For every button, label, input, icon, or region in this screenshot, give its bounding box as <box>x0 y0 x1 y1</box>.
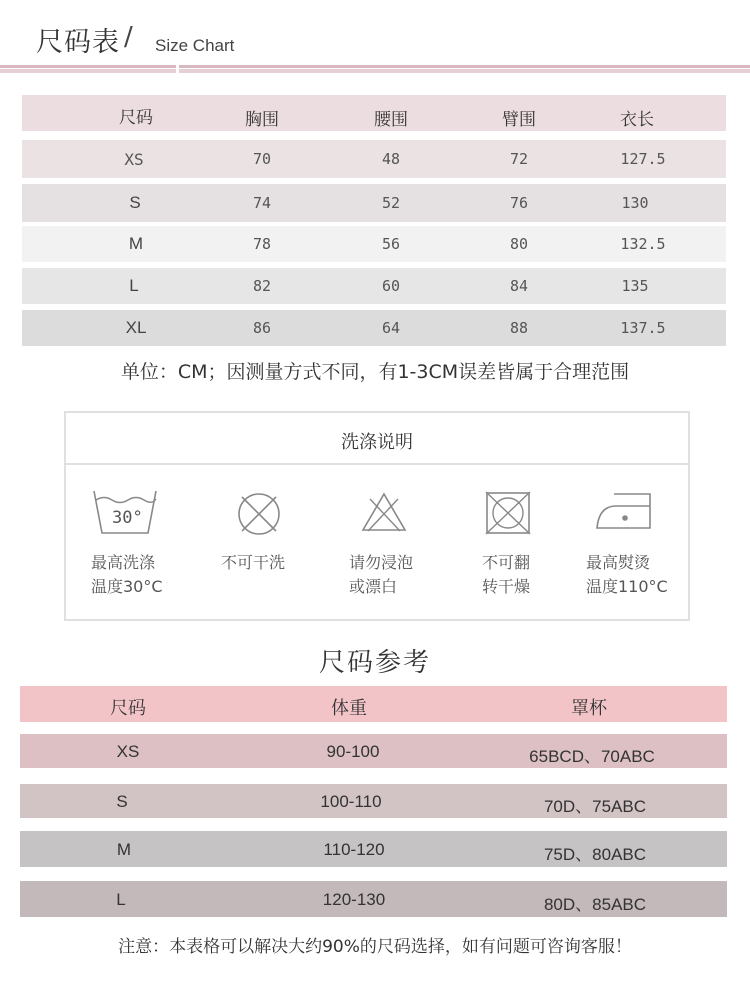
chest-cell: 82 <box>252 277 272 295</box>
size-table-header-cell: 衣长 <box>620 110 654 130</box>
reference-table-row <box>20 734 727 768</box>
size-cell: XL <box>125 318 147 337</box>
length-cell: 135 <box>621 277 649 295</box>
size-table-header <box>22 95 726 131</box>
length-cell: 127.5 <box>620 150 666 168</box>
ref-weight-cell: 120-130 <box>322 890 386 909</box>
ref-size-cell: L <box>116 890 126 909</box>
wash-label: 不可翻 转干燥 <box>482 553 531 596</box>
size-cell: M <box>128 234 144 253</box>
ref-cup-cell: 65BCD、70ABC <box>529 747 655 766</box>
waist-cell: 52 <box>381 194 401 212</box>
ref-weight-cell: 110-120 <box>323 840 385 859</box>
waist-cell: 64 <box>381 319 401 337</box>
arm-cell: 84 <box>509 277 529 295</box>
ref-weight-cell: 100-110 <box>320 792 382 811</box>
arm-cell: 72 <box>509 150 529 168</box>
ref-size-cell: S <box>116 792 128 811</box>
reference-table-row <box>20 831 727 867</box>
length-cell: 137.5 <box>620 319 666 337</box>
washing-title: 洗涤说明 <box>341 432 413 453</box>
waist-cell: 56 <box>381 235 401 253</box>
unit-note: 单位：CM；因测量方式不同，有1-3CM误差皆属于合理范围 <box>120 361 630 383</box>
length-cell: 132.5 <box>620 235 666 253</box>
size-table-header-cell: 胸围 <box>245 110 279 130</box>
wash-label: 最高熨烫 温度110°C <box>586 553 668 596</box>
ref-size-cell: M <box>116 840 132 859</box>
title-slash: / <box>124 22 133 52</box>
footer-note: 注意：本表格可以解决大约90%的尺码选择，如有问题可咨询客服！ <box>118 937 632 957</box>
size-cell: XS <box>124 150 144 169</box>
size-cell: L <box>129 276 139 295</box>
size-table-row <box>22 140 726 178</box>
waist-cell: 60 <box>381 277 401 295</box>
wash-label: 最高洗涤 温度30°C <box>91 553 163 596</box>
reference-header-cell: 罩杯 <box>571 698 607 719</box>
no-bleach-icon <box>360 491 408 533</box>
no-tumble-dry-icon <box>484 490 532 536</box>
ref-cup-cell: 75D、80ABC <box>543 845 647 864</box>
header-divider-secondary <box>0 69 750 73</box>
arm-cell: 88 <box>509 319 529 337</box>
reference-table-row <box>20 784 727 818</box>
chest-cell: 86 <box>252 319 272 337</box>
ref-cup-cell: 70D、75ABC <box>543 797 647 816</box>
size-table-row <box>22 268 726 304</box>
wash-label: 请勿浸泡 或漂白 <box>349 553 414 596</box>
size-table-header-cell: 腰围 <box>374 110 408 130</box>
size-table-row <box>22 184 726 222</box>
reference-table-header <box>20 686 727 722</box>
no-dry-clean-icon <box>236 491 282 537</box>
chest-cell: 70 <box>252 150 272 168</box>
ref-weight-cell: 90-100 <box>326 742 380 761</box>
wash-temp-label: 30° <box>112 508 143 528</box>
header-divider-notch <box>176 64 179 74</box>
header-divider <box>0 65 750 68</box>
length-cell: 130 <box>621 194 649 212</box>
reference-header-cell: 尺码 <box>110 698 146 719</box>
waist-cell: 48 <box>381 150 401 168</box>
size-cell: S <box>129 193 141 212</box>
ref-size-cell: XS <box>116 742 140 761</box>
size-table-row <box>22 310 726 346</box>
arm-cell: 80 <box>509 235 529 253</box>
page-title: 尺码表 <box>36 27 120 58</box>
reference-table-row <box>20 881 727 917</box>
iron-110-icon <box>594 490 654 532</box>
chest-cell: 74 <box>252 194 272 212</box>
size-table-header-cell: 臂围 <box>502 110 536 130</box>
arm-cell: 76 <box>509 194 529 212</box>
reference-title: 尺码参考 <box>318 648 431 678</box>
size-table-row <box>22 226 726 262</box>
page-subtitle: Size Chart <box>155 36 235 55</box>
size-table-header-cell: 尺码 <box>119 108 153 128</box>
wash-label: 不可干洗 <box>221 553 286 572</box>
reference-header-cell: 体重 <box>331 698 367 719</box>
washing-title-divider <box>64 463 690 465</box>
chest-cell: 78 <box>252 235 272 253</box>
ref-cup-cell: 80D、85ABC <box>543 895 647 914</box>
